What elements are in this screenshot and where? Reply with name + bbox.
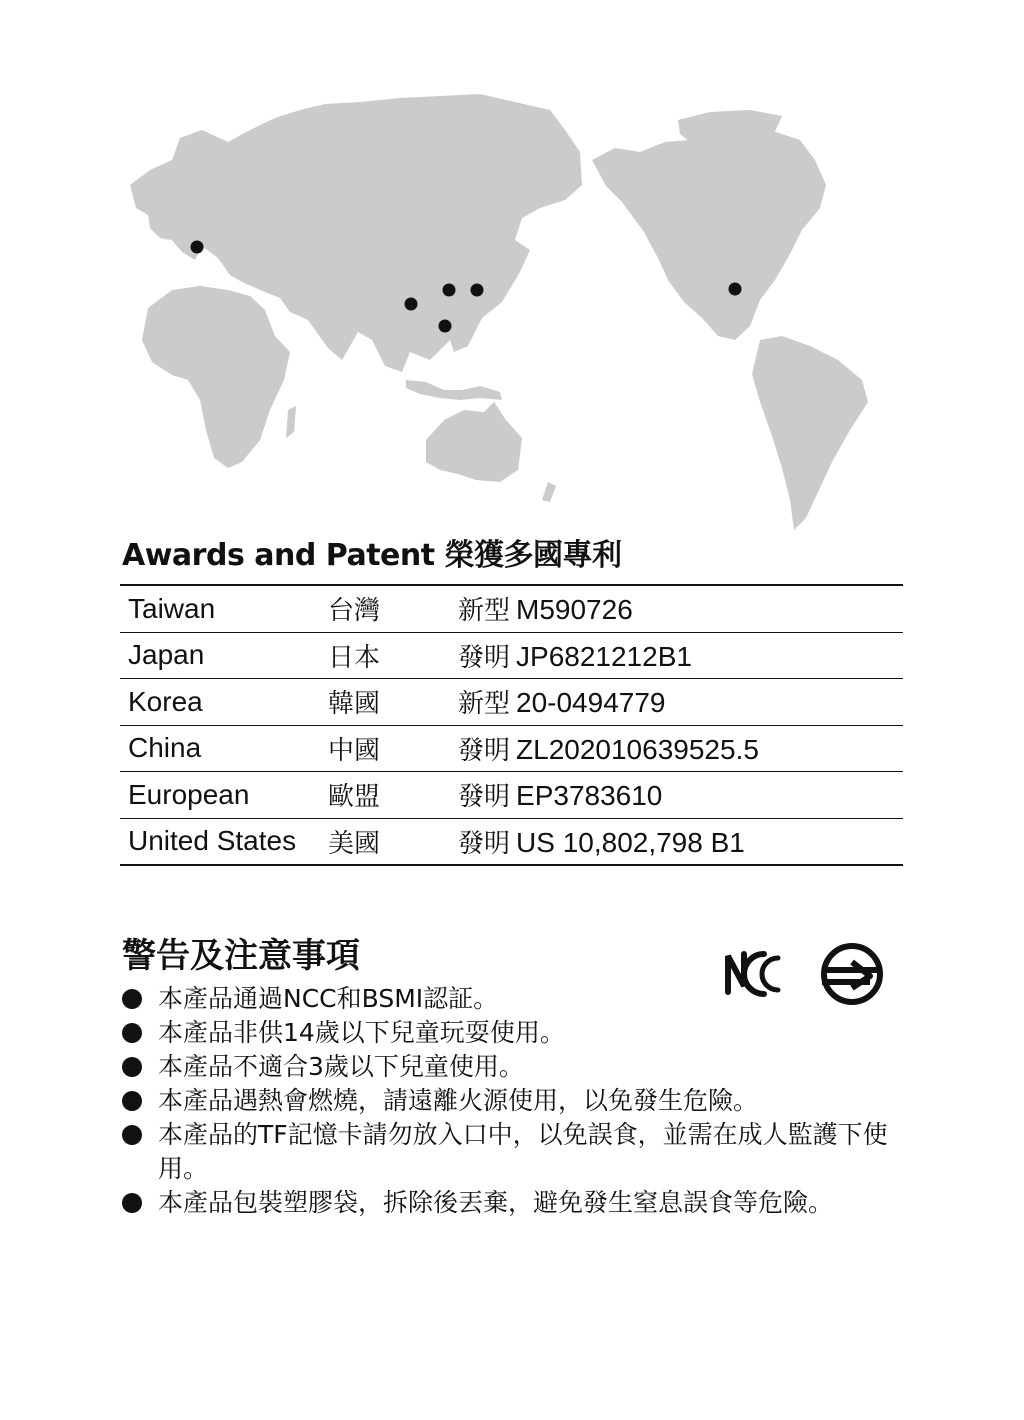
country-local-name: 美國: [328, 828, 381, 859]
table-row: [120, 772, 903, 819]
marker-korea: [443, 284, 456, 297]
patent-type: 發明: [458, 735, 511, 766]
country-name: China: [120, 725, 328, 772]
world-map: [110, 90, 900, 540]
land-north-america: [592, 126, 826, 340]
marker-taiwan: [439, 320, 452, 333]
land-africa: [142, 286, 290, 468]
patent-type: 發明: [458, 782, 511, 813]
bullet-icon: [122, 1125, 142, 1145]
table-row: [120, 679, 903, 726]
country-local-name: 韓國: [328, 679, 458, 726]
patent-table: [120, 584, 903, 866]
list-item: [122, 1050, 892, 1084]
country-name: European: [120, 772, 328, 819]
land-new-zealand: [542, 482, 556, 502]
table-row: [120, 725, 903, 772]
warning-text: 本產品通過NCC和BSMI認証。: [158, 984, 499, 1013]
table-row: [120, 585, 903, 632]
patent-type: 發明: [458, 642, 511, 673]
bullet-icon: [122, 1023, 142, 1043]
marker-china-inland: [405, 298, 418, 311]
patent-cell: [458, 725, 903, 772]
country-local-name: 日本: [328, 632, 458, 679]
patent-number: 20-0494779: [516, 687, 666, 719]
country-name: Japan: [120, 632, 328, 679]
warning-text: 本產品不適合3歲以下兒童使用。: [158, 1052, 524, 1081]
patent-cell: [458, 585, 903, 632]
land-australia: [426, 402, 522, 482]
patent-number: JP6821212B1: [516, 640, 692, 672]
country-local-name: 中國: [328, 725, 458, 772]
patent-number: EP3783610: [516, 780, 663, 812]
table-row: [120, 632, 903, 679]
table-row: [120, 818, 903, 865]
bullet-icon: [122, 1193, 142, 1213]
patent-number: M590726: [516, 594, 633, 626]
patent-cell: [458, 772, 903, 819]
list-item: [122, 1118, 892, 1186]
marker-europe: [191, 241, 204, 254]
marker-japan: [471, 284, 484, 297]
list-item: [122, 982, 892, 1016]
country-name: Korea: [120, 679, 328, 726]
land-indonesia: [406, 380, 502, 400]
map-land: [130, 94, 868, 530]
patent-number: ZL202010639525.5: [516, 733, 759, 765]
land-madagascar: [286, 406, 296, 438]
patent-number: US 10,802,798 B1: [516, 826, 745, 858]
country-local-name: 歐盟: [328, 772, 458, 819]
patent-type: 新型: [458, 689, 511, 720]
patent-cell: [458, 818, 903, 865]
awards-title: Awards and Patent 榮獲多國專利: [122, 538, 622, 573]
list-item: [122, 1186, 892, 1220]
patent-type: 發明: [458, 828, 511, 859]
country-name: Taiwan: [120, 585, 328, 632]
warning-text: 本產品遇熱會燃燒，請遠離火源使用，以免發生危險。: [158, 1086, 759, 1115]
bullet-icon: [122, 989, 142, 1009]
warning-title: 警告及注意事項: [122, 936, 360, 976]
land-south-america: [752, 336, 868, 530]
list-item: [122, 1016, 892, 1050]
country-name: United States: [128, 825, 297, 857]
country-local-name: 台灣: [328, 585, 458, 632]
warning-text: 本產品包裝塑膠袋，拆除後丟棄，避免發生窒息誤食等危險。: [158, 1188, 834, 1217]
patent-cell: [458, 632, 903, 679]
warning-list: [122, 982, 892, 1220]
patent-type: 新型: [458, 596, 511, 627]
bullet-icon: [122, 1057, 142, 1077]
warning-text: 本產品的TF記憶卡請勿放入口中，以免誤食，並需在成人監護下使用。: [158, 1120, 888, 1183]
marker-united-states: [729, 283, 742, 296]
list-item: [122, 1084, 892, 1118]
bullet-icon: [122, 1091, 142, 1111]
warning-text: 本產品非供14歲以下兒童玩耍使用。: [158, 1018, 565, 1047]
patent-cell: [458, 679, 903, 726]
